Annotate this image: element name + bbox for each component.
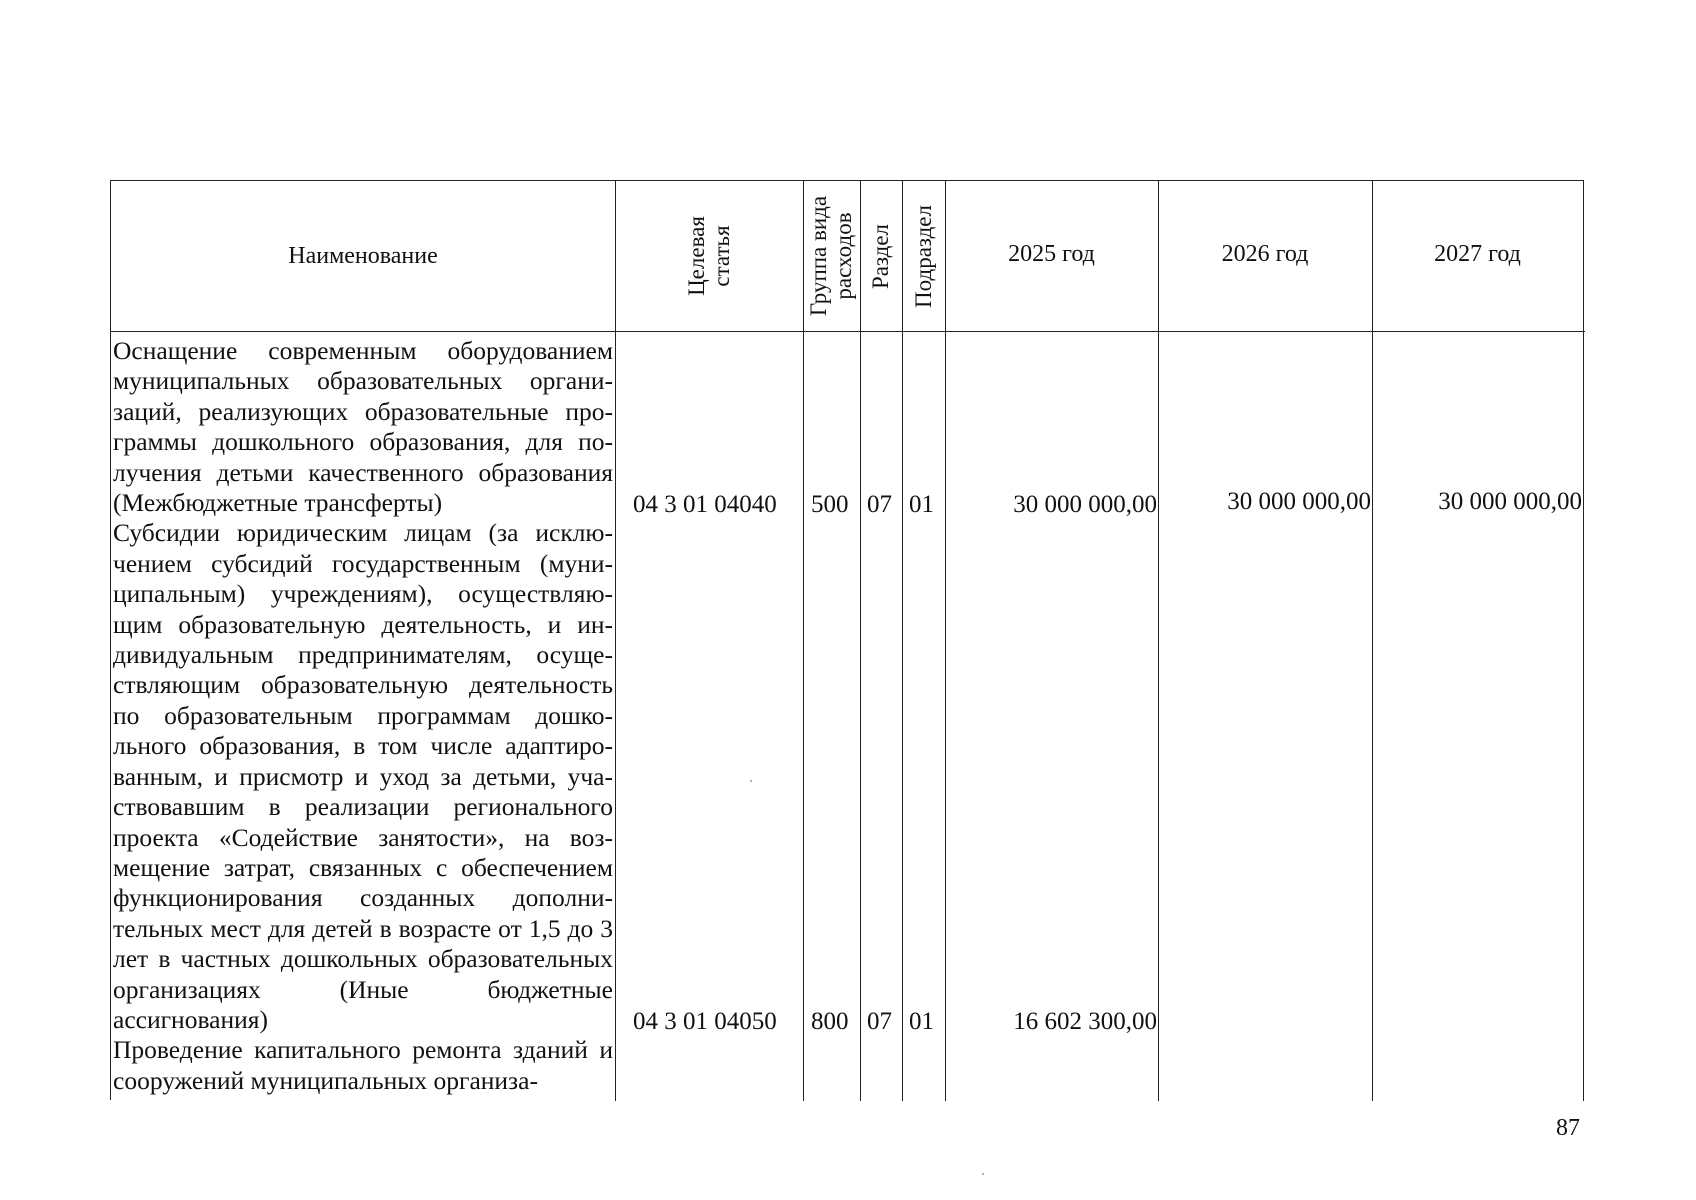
page-number: 87	[1556, 1115, 1580, 1141]
header-section-label: Раздел	[868, 223, 894, 289]
row-1-subsection: 01	[909, 491, 934, 518]
row-1-section: 07	[867, 491, 892, 518]
header-divider	[111, 331, 1585, 332]
row-1-code: 04 3 01 04040	[633, 491, 777, 518]
row-1-name: Оснащение современным оборудованием муниципальных образовательных организаций, реализующих образовательные программы дошкольного образования, для получения детьми качественного образования (Межбюджетные трансферты)	[113, 336, 613, 518]
row-2-y2025: 16 602 300,00	[1013, 1008, 1157, 1035]
row-2-group: 800	[811, 1008, 849, 1035]
row-1-y2027: 30 000 000,00	[1438, 488, 1582, 515]
header-group-line1: Группа вида	[806, 195, 832, 317]
row-2-code: 04 3 01 04050	[633, 1008, 777, 1035]
header-year-2025: 2025 год	[1008, 241, 1095, 267]
row-descriptions	[111, 336, 613, 1096]
header-target-line2: статья	[708, 225, 734, 287]
header-target-line1: Целевая	[683, 216, 709, 296]
scan-speck	[982, 1173, 984, 1175]
header-year-2026: 2026 год	[1221, 241, 1309, 267]
row-3-name: Проведение капитального ремонта зданий и сооружений муниципальных организа-	[113, 1035, 613, 1095]
header-subsection	[902, 181, 945, 331]
header-subsection-label: Подраздел	[911, 204, 937, 308]
row-1-group: 500	[811, 491, 849, 518]
header-name: Наименование	[288, 242, 438, 269]
row-2-subsection: 01	[909, 1008, 934, 1035]
header-expense-group	[803, 181, 860, 331]
header-section	[860, 181, 902, 331]
row-1-y2026: 30 000 000,00	[1227, 488, 1371, 515]
scan-speck	[750, 780, 752, 782]
column-divider	[1583, 181, 1584, 1101]
budget-table	[110, 180, 1584, 1100]
row-1-y2025: 30 000 000,00	[1013, 491, 1157, 518]
row-2-name: Субсидии юридическим лицам (за исключением субсидий государственным (муниципальным) учреждениям), осуществляющим образовательную деятельность, и индивидуальным предпринимателям, осуществляющим образовательную деятельность по образовательным программам дошкольного образования, в том числе адаптированным, и присмотр и уход за детьми, участвовавшим в реализации регионального проекта «Содействие занятости», на возмещение затрат, связанных с обеспечением функционирования созданных дополнительных мест для детей в возрасте от 1,5 до 3 лет в частных дошкольных образовательных организациях (Иные бюджетные ассигнования)	[113, 518, 613, 1034]
row-2-section: 07	[867, 1008, 892, 1035]
header-group-line2: расходов	[831, 212, 857, 300]
header-target-article	[615, 181, 803, 331]
header-year-2027: 2027 год	[1434, 241, 1521, 267]
